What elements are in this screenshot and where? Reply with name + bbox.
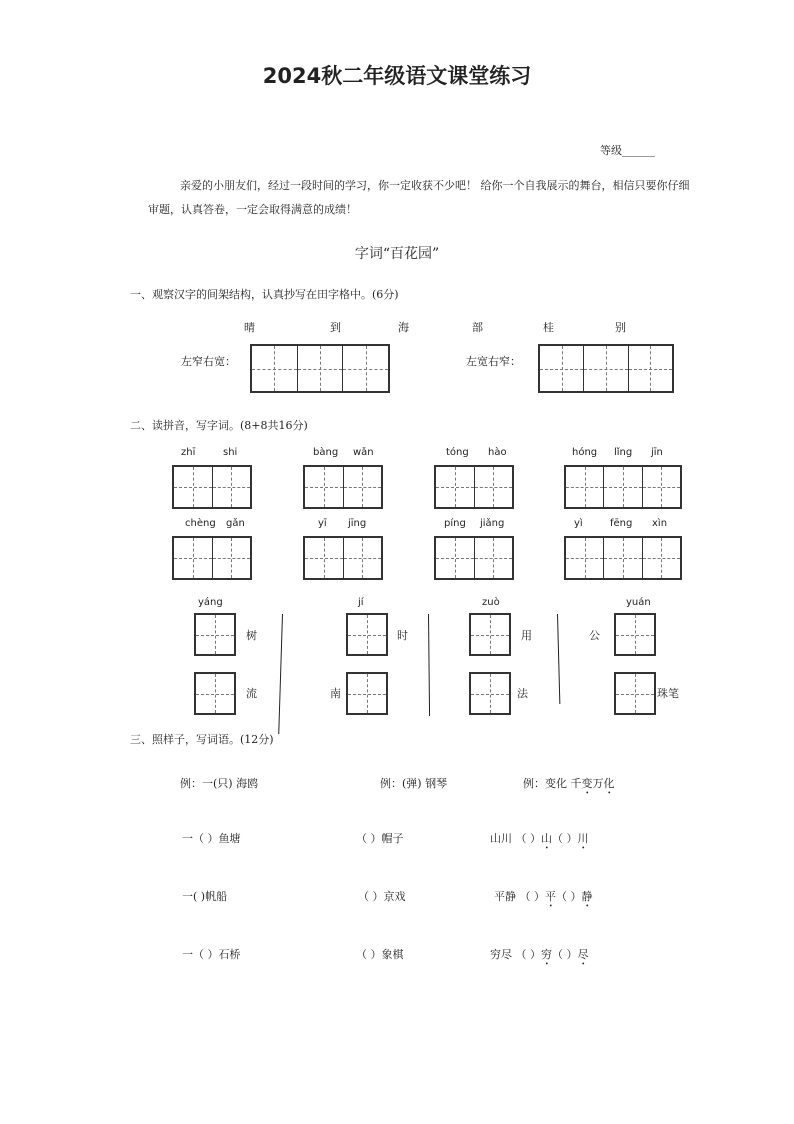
q1-char: 海: [398, 321, 409, 334]
pinyin: tóng: [446, 447, 469, 458]
homophone-word: 时: [397, 629, 408, 642]
q1-right-label: 左宽右窄：: [466, 355, 521, 368]
q1-char: 别: [615, 321, 626, 334]
q3-heading: 三、照样子，写词语。(12分): [130, 733, 274, 746]
q1-heading: 一、观察汉字的间架结构，认真抄写在田字格中。(6分): [130, 288, 399, 301]
tianzige-box[interactable]: [469, 672, 511, 715]
q3-item: 一（ ）鱼塘: [182, 832, 241, 845]
pinyin: hào: [488, 447, 507, 458]
q3-item: （ ）京戏: [358, 890, 406, 903]
grade-label: 等级______: [600, 144, 655, 157]
pinyin: hóng: [572, 447, 598, 458]
tianzige-box[interactable]: [346, 672, 388, 715]
tianzige-box[interactable]: [469, 613, 511, 656]
pinyin: wǎn: [353, 447, 374, 458]
intro-line-1: 亲爱的小朋友们，经过一段时间的学习，你一定收获不少吧！ 给你一个自我展示的舞台，相信只要你仔细: [180, 179, 690, 192]
tianzige-box[interactable]: [614, 613, 656, 656]
pinyin: bàng: [313, 447, 339, 458]
tianzige-grid[interactable]: [564, 536, 682, 580]
tianzige-box[interactable]: [614, 672, 656, 715]
tianzige-grid[interactable]: [250, 344, 390, 393]
q2-heading: 二、读拼音，写字词。(8+8共16分): [130, 419, 308, 432]
q3-item: 穷尽 （ ）穷（ ）尽: [490, 948, 589, 961]
q1-left-label: 左窄右宽：: [181, 355, 236, 368]
tianzige-grid[interactable]: [303, 465, 383, 509]
tianzige-grid[interactable]: [434, 536, 514, 580]
pinyin: jiǎng: [480, 518, 505, 529]
q1-char: 到: [330, 321, 341, 334]
divider-line: [557, 614, 560, 704]
pinyin: shi: [223, 447, 238, 458]
pinyin: jīng: [348, 518, 367, 529]
homophone-word: 树: [246, 629, 257, 642]
q1-char: 晴: [244, 321, 255, 334]
tianzige-grid[interactable]: [303, 536, 383, 580]
q3-item: （ ）象棋: [356, 948, 404, 961]
q3-item: 平静 （ ）平（ ）静: [494, 890, 593, 903]
q3-item: 一（ ）石桥: [182, 948, 241, 961]
example-1: 例：一(只) 海鸥: [180, 777, 259, 790]
pinyin: xìn: [652, 518, 668, 529]
q1-char: 部: [472, 321, 483, 334]
pinyin: yī: [318, 518, 327, 529]
section-title: 字词“百花园”: [354, 246, 440, 262]
pinyin: fēng: [610, 518, 633, 529]
divider-line: [428, 614, 430, 716]
pinyin: zuò: [482, 597, 500, 608]
q1-char: 桂: [543, 321, 554, 334]
tianzige-grid[interactable]: [434, 465, 514, 509]
pinyin: zhī: [181, 447, 196, 458]
tianzige-box[interactable]: [194, 672, 236, 715]
divider-line: [278, 614, 283, 734]
homophone-word: 流: [246, 687, 257, 700]
tianzige-grid[interactable]: [538, 344, 674, 393]
tianzige-grid[interactable]: [172, 536, 252, 580]
homophone-word: 法: [517, 687, 528, 700]
q3-item: （ ）帽子: [356, 832, 404, 845]
pinyin: yì: [574, 518, 583, 529]
page-title: 2024秋二年级语文课堂练习: [262, 64, 532, 88]
pinyin: chèng: [185, 518, 216, 529]
pinyin: píng: [444, 518, 466, 529]
tianzige-grid[interactable]: [172, 465, 252, 509]
tianzige-box[interactable]: [346, 613, 388, 656]
example-2: 例：(弹) 钢琴: [380, 777, 448, 790]
pinyin: yáng: [198, 597, 223, 608]
pinyin: gǎn: [226, 518, 245, 529]
pinyin: yuán: [626, 597, 651, 608]
q3-item: 山川 （ ）山（ ）川: [490, 832, 589, 845]
q3-item: 一( )帆船: [182, 890, 228, 903]
pinyin: jí: [358, 597, 364, 608]
pinyin: jīn: [651, 447, 663, 458]
homophone-word: 南: [330, 687, 341, 700]
homophone-word: 用: [521, 629, 532, 642]
homophone-word: 公: [589, 629, 600, 642]
intro-line-2: 审题，认真答卷，一定会取得满意的成绩！: [148, 203, 357, 216]
homophone-word: 珠笔: [657, 687, 679, 700]
pinyin: lǐng: [614, 447, 633, 458]
example-3: 例：变化 千变万化: [523, 777, 615, 790]
tianzige-grid[interactable]: [564, 465, 682, 509]
tianzige-box[interactable]: [194, 613, 236, 656]
